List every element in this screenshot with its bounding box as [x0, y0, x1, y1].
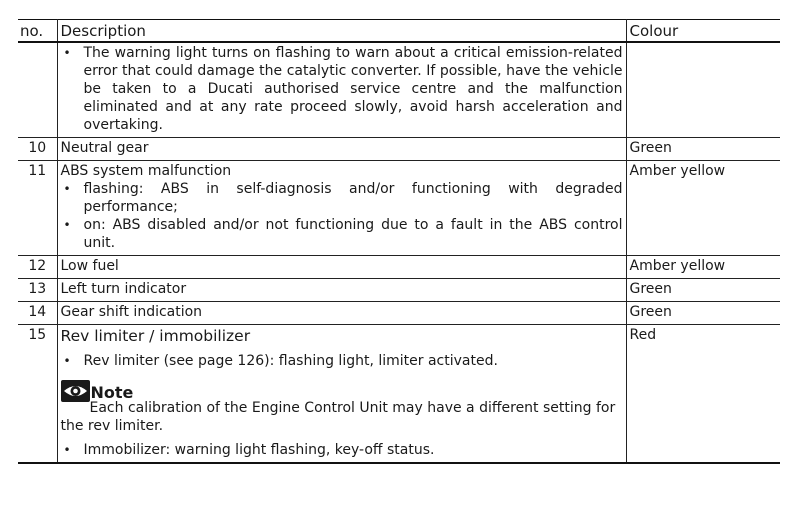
row-number: 13	[18, 279, 57, 302]
row-description: Low fuel	[57, 256, 626, 279]
row-description: Gear shift indication	[57, 302, 626, 325]
table-header-row	[18, 20, 780, 43]
row-colour: Amber yellow	[626, 161, 780, 256]
bullet-item	[61, 441, 623, 459]
header-description: Description	[57, 20, 626, 43]
note-text: Each calibration of the Engine Control Unit may have a different setting for the rev limiter.	[60, 400, 616, 434]
row-description	[57, 161, 626, 256]
bullet-item	[61, 180, 623, 216]
bullet-icon: •	[63, 182, 71, 196]
eye-icon	[61, 380, 90, 402]
row-colour	[626, 42, 780, 138]
bullet-icon: •	[63, 354, 71, 368]
row-number: 12	[18, 256, 57, 279]
bullet-icon: •	[63, 46, 71, 60]
table-row	[18, 302, 780, 325]
bullet-item	[61, 216, 623, 252]
bullet-text: on: ABS disabled and/or not functioning due to a fault in the ABS control unit.	[83, 217, 623, 251]
note-title: Note	[90, 383, 134, 402]
row-number: 15	[18, 325, 57, 464]
bullet-text: The warning light turns on flashing to warn about a critical emission-related error that could damage the catalytic converter. If possible, have the vehicle be taken to a Ducati authorised service centre and the malfunction eliminated and at any rate proceed slowly, avoid harsh acceleration and overtaking.	[83, 45, 623, 133]
bullet-icon: •	[63, 443, 71, 457]
table-row	[18, 256, 780, 279]
table-row	[18, 161, 780, 256]
warning-lights-table	[18, 19, 780, 464]
row-description: Neutral gear	[57, 138, 626, 161]
table-row	[18, 279, 780, 302]
row-description	[57, 42, 626, 138]
row-colour: Green	[626, 279, 780, 302]
header-colour: Colour	[626, 20, 780, 43]
row-colour: Green	[626, 302, 780, 325]
header-no: no.	[18, 20, 57, 43]
row-title: ABS system malfunction	[60, 163, 232, 179]
bullet-item	[61, 352, 623, 370]
row-title: Rev limiter / immobilizer	[60, 327, 251, 345]
bullet-icon: •	[63, 218, 71, 232]
row-colour: Amber yellow	[626, 256, 780, 279]
row-number: 10	[18, 138, 57, 161]
row-colour: Green	[626, 138, 780, 161]
table-row	[18, 42, 780, 138]
bullet-item	[61, 44, 623, 134]
bullet-text: flashing: ABS in self-diagnosis and/or functioning with degraded performance;	[83, 181, 623, 215]
row-number: 11	[18, 161, 57, 256]
row-number: 14	[18, 302, 57, 325]
row-description: Left turn indicator	[57, 279, 626, 302]
table-row	[18, 325, 780, 464]
row-colour: Red	[626, 325, 780, 464]
row-number	[18, 42, 57, 138]
row-description	[57, 325, 626, 464]
bullet-text: Immobilizer: warning light flashing, key-off status.	[83, 442, 435, 458]
bullet-text: Rev limiter (see page 126): flashing light, limiter activated.	[83, 353, 498, 369]
table-row	[18, 138, 780, 161]
